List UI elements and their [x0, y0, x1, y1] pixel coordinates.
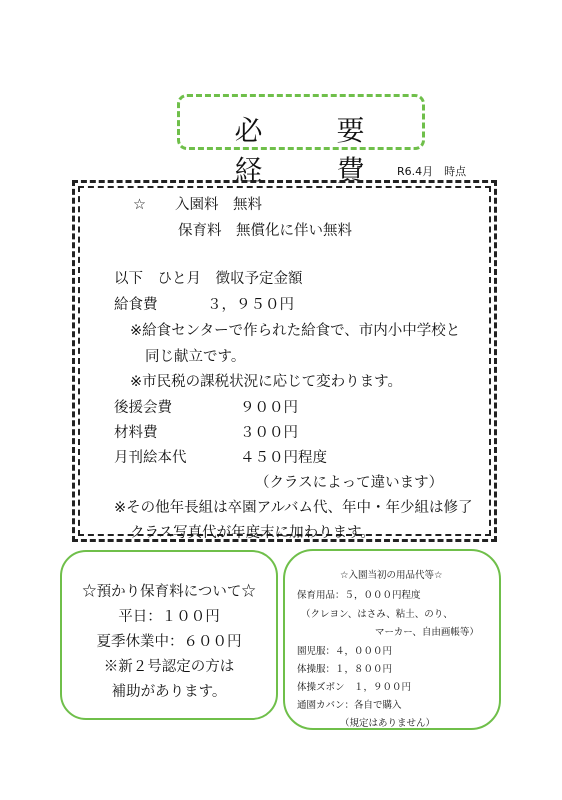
school-bag-line: 通園カバン：各自で購入 — [297, 700, 402, 711]
lunch-note-1: ※給食センターで作られた給食で、市内小中学校と — [130, 323, 461, 339]
childcare-fee-line: 保育料 無償化に伴い無料 — [178, 223, 352, 239]
summer-fee: 夏季休業中：６００円 — [96, 634, 242, 650]
supplies-title: ☆入園当初の用品代等☆ — [340, 570, 443, 581]
lunch-fee-value: ３，９５０円 — [207, 297, 294, 313]
uniform-line: 園児服：４，０００円 — [297, 646, 393, 657]
subsidy-note-2: 補助があります。 — [111, 684, 227, 700]
extended-care-title: ☆預かり保育料について☆ — [82, 584, 256, 600]
supplies-line-2: （クレヨン、はさみ、粘土、のり、 — [301, 609, 453, 620]
support-fee-label: 後援会費 — [114, 400, 172, 416]
material-fee-label: 材料費 — [114, 425, 158, 441]
supplies-line-3: マーカー、自由画帳等） — [375, 627, 479, 638]
date-label: R6.4月 時点 — [397, 165, 467, 178]
gym-clothes-line: 体操服：１，８００円 — [297, 664, 393, 675]
school-bag-note: （規定はありません） — [340, 718, 436, 729]
supplies-line-1: 保育用品：５，０００円程度 — [297, 590, 421, 601]
weekday-fee: 平日：１００円 — [118, 609, 220, 625]
material-fee-value: ３００円 — [240, 425, 298, 441]
admission-fee-line: ☆ 入園料 無料 — [133, 197, 262, 213]
picture-book-fee-value: ４５０円程度 — [240, 450, 327, 466]
other-fees-note-2: クラス写真代が年度末に加わります。 — [130, 525, 375, 541]
subsidy-note-1: ※新２号認定の方は — [103, 659, 235, 675]
lunch-note-2: 同じ献立です。 — [145, 349, 246, 365]
extended-care-box — [60, 550, 278, 720]
tax-note: ※市民税の課税状況に応じて変わります。 — [130, 374, 402, 390]
page-title: 必 要 経 費 — [234, 114, 439, 187]
gym-pants-line: 体操ズボン １，９００円 — [297, 682, 412, 693]
monthly-fees-heading: 以下 ひと月 徴収予定金額 — [114, 271, 303, 287]
picture-book-fee-label: 月刊絵本代 — [114, 450, 187, 466]
supplies-box — [283, 549, 501, 730]
other-fees-note-1: ※その他年長組は卒園アルバム代、年中・年少組は修了 — [114, 500, 473, 516]
class-difference-note: （クラスによって違います） — [255, 475, 444, 491]
lunch-fee-label: 給食費 — [114, 297, 158, 313]
support-fee-value: ９００円 — [240, 400, 298, 416]
